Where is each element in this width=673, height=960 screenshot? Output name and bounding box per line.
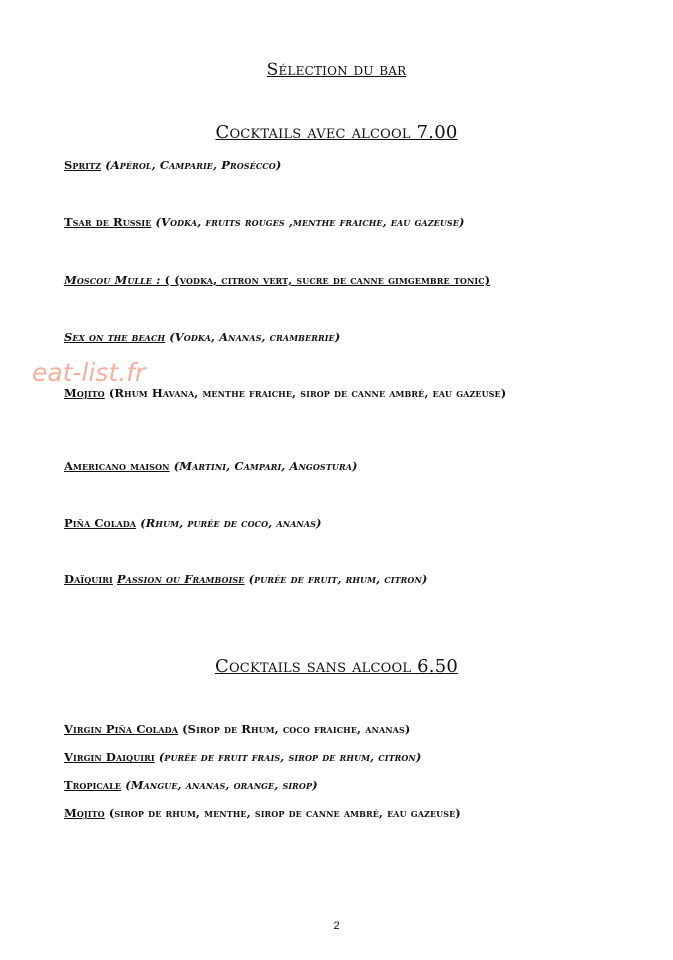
menu-item bbox=[64, 722, 604, 736]
item-name: Spritz bbox=[64, 158, 102, 172]
menu-item bbox=[64, 158, 604, 172]
menu-item bbox=[64, 806, 604, 820]
item-name: Mojito bbox=[64, 386, 105, 400]
menu-item bbox=[64, 459, 604, 473]
item-desc: (purée de fruit frais, sirop de rhum, citron) bbox=[158, 750, 422, 764]
item-desc: (Mangue, ananas, orange, sirop) bbox=[125, 778, 318, 792]
item-name: Moscou Mulle : bbox=[64, 273, 165, 287]
menu-item bbox=[64, 215, 604, 229]
item-name: Tropicale bbox=[64, 778, 122, 792]
item-name: Mojito bbox=[64, 806, 105, 820]
item-desc: (Apérol, Camparie, Prosécco) bbox=[105, 158, 282, 172]
menu-item bbox=[64, 273, 604, 287]
item-desc: (Vodka, fruits rouges ,menthe fraiche, eau gazeuse) bbox=[155, 215, 465, 229]
section-title-non-alcohol: Cocktails sans alcool 6.50 bbox=[214, 656, 459, 677]
item-name: Tsar de Russie bbox=[64, 215, 152, 229]
menu-item bbox=[64, 750, 604, 764]
section-title-alcohol: Cocktails avec alcool 7.00 bbox=[215, 122, 458, 143]
item-desc: (Martini, Campari, Angostura) bbox=[173, 459, 358, 473]
menu-item bbox=[64, 778, 604, 792]
item-desc: (Rhum Havana, menthe fraiche, sirop de canne ambré, eau gazeuse) bbox=[108, 386, 507, 400]
item-name: Daïquiri bbox=[64, 572, 113, 586]
item-desc: (Sirop de Rhum, coco fraiche, ananas) bbox=[182, 722, 411, 736]
page-title: Sélection du bar bbox=[266, 60, 407, 80]
menu-item bbox=[64, 516, 604, 530]
item-desc: (sirop de rhum, menthe, sirop de canne ambré, eau gazeuse) bbox=[108, 806, 461, 820]
item-name: Virgin Daiquiri bbox=[64, 750, 155, 764]
item-name: Sex on the beach bbox=[64, 330, 166, 344]
item-desc: (Rhum, purée de coco, ananas) bbox=[140, 516, 322, 530]
item-variant: Passion ou Framboise bbox=[116, 572, 245, 586]
menu-item bbox=[64, 572, 604, 586]
menu-item bbox=[64, 386, 604, 400]
item-name: Americano maison bbox=[64, 459, 170, 473]
item-name: Piña Colada bbox=[64, 516, 137, 530]
page-number: 2 bbox=[333, 920, 340, 932]
item-desc: (Vodka, Ananas, cramberrie) bbox=[169, 330, 341, 344]
item-desc: ( (vodka, citron vert, sucre de canne gimgembre tonic) bbox=[164, 273, 491, 287]
watermark: eat-list.fr bbox=[32, 358, 146, 387]
item-name: Virgin Piña Colada bbox=[64, 722, 179, 736]
menu-item bbox=[64, 330, 604, 344]
item-desc: (purée de fruit, rhum, citron) bbox=[248, 572, 428, 586]
